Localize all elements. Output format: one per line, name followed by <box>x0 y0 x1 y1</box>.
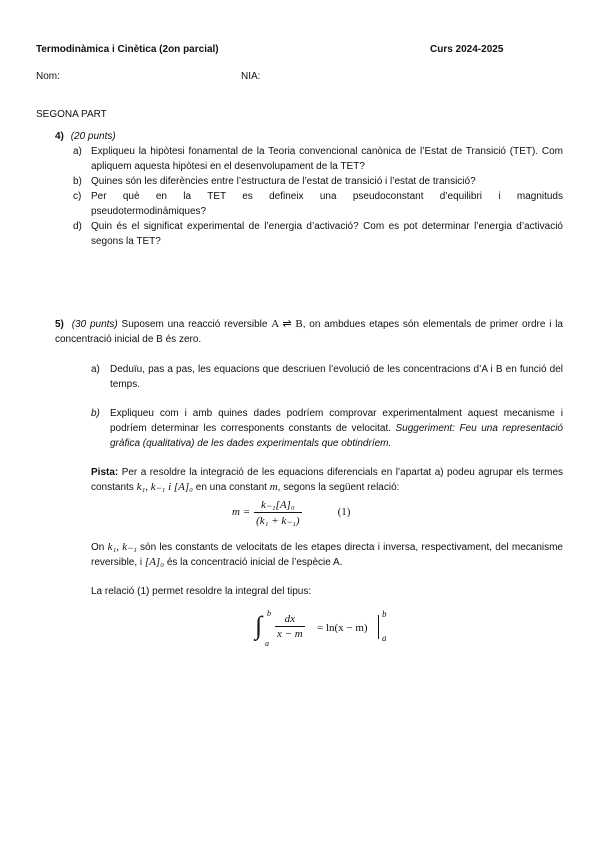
item-text <box>110 406 563 451</box>
item-text: Deduïu, pas a pas, les equacions que descriuen l’evolució de les concentracions d’A i B en funció del temps. <box>110 364 563 390</box>
question-number: 4) <box>55 131 64 142</box>
q5-item-b <box>91 406 563 454</box>
q4-item-c <box>73 189 563 221</box>
integral-fraction <box>275 613 305 640</box>
reaction-equation: A ⇌ B <box>271 318 303 330</box>
hint-text-b: en una constant <box>195 482 267 493</box>
q5-item-a <box>91 362 563 394</box>
question-points: (30 punts) <box>71 319 118 330</box>
equation-numerator: k₋₁[A]₀ <box>254 498 301 513</box>
item-label: d) <box>73 221 82 232</box>
evaluation-bar <box>378 615 379 639</box>
hint-text-c: , segons la següent relació: <box>277 482 400 493</box>
equation-fraction <box>254 498 301 527</box>
q4-item-d <box>73 219 563 251</box>
integral-lower: a <box>265 639 269 648</box>
definitions-text-b: és la concentració inicial de l’espècie A. <box>166 557 343 568</box>
hint-symbols: k₁, k₋₁ i [A]₀ <box>136 481 193 493</box>
relation-text: La relació (1) permet resoldre la integral del tipus: <box>91 586 312 597</box>
integral-sign-icon: ∫ <box>255 611 263 640</box>
hint-paragraph <box>91 465 563 495</box>
definitions-text: són les constants de velocitats de les etapes directa i inversa, respectivament, del mecanisme reversible, i <box>91 542 563 568</box>
initial-concentration: [A]₀ <box>144 556 165 568</box>
item-label: a) <box>73 146 82 157</box>
integral-result: = ln(x − m) <box>317 622 368 634</box>
question-4 <box>55 129 116 144</box>
hint-text: Per a resoldre la integració de les equacions diferencials en l’apartat a) podeu agrupar els termes constants <box>91 467 564 493</box>
item-body: Expliqueu com i amb quines dades podríem comprovar experimentalment aquest mecanisme i podríem determinar les corresponents constants de velocitat. <box>110 408 563 434</box>
name-label: Nom: <box>36 71 60 82</box>
item-label: b) <box>91 408 100 419</box>
equation-lhs: m = <box>232 506 251 518</box>
item-label: c) <box>73 191 82 202</box>
item-label: a) <box>91 364 100 375</box>
section-title: SEGONA PART <box>36 109 107 120</box>
item-text: Quin és el significat experimental de l’energia d’activació? Com es pot determinar l’energia d’activació segons la TET? <box>91 221 563 247</box>
equation-denominator: (k₁ + k₋₁) <box>256 514 300 527</box>
eval-upper: b <box>382 609 387 619</box>
question-points: (20 punts) <box>70 131 116 142</box>
course-year: Curs 2024-2025 <box>430 44 504 55</box>
integral-denominator: x − m <box>277 628 303 640</box>
question-5 <box>55 317 563 347</box>
item-text: Expliqueu la hipòtesi fonamental de la Teoria convencional canònica de l’Estat de Transició (TET). Com apliquem aquesta hipòtesi en el desenvolupament de la TET? <box>91 146 563 172</box>
hint-label: Pista: <box>91 467 119 478</box>
equation-m <box>232 495 350 529</box>
hint-m: m <box>269 481 278 493</box>
document-title: Termodinàmica i Cinètica (2on parcial) <box>36 44 219 55</box>
rate-constants: k₁, k₋₁ <box>107 541 137 553</box>
nia-label: NIA: <box>241 71 261 82</box>
question-intro: Suposem una reacció reversible <box>121 319 268 330</box>
item-text: Per què en la TET es defineix una pseudoconstant d’equilibri i magnituds pseudotermodinàmiques? <box>91 191 563 217</box>
item-label: b) <box>73 176 82 187</box>
question-intro-cont: , on ambdues etapes són elementals de primer ordre i la concentració inicial de B és zero. <box>55 319 563 345</box>
integral-numerator: dx <box>275 613 305 627</box>
on-word: On <box>91 542 105 553</box>
eval-lower: a <box>382 633 387 643</box>
question-number: 5) <box>55 319 64 330</box>
integral-expression <box>255 609 395 651</box>
item-text: Quines són les diferències entre l’estructura de l’estat de transició i l’estat de transició? <box>91 176 476 187</box>
suggestion-text: Suggeriment: Feu una representació gràfica (qualitativa) de les dades experimentals que obtindríem. <box>110 423 563 449</box>
q4-item-a <box>73 144 563 176</box>
q4-item-b <box>73 174 563 190</box>
integral-upper: b <box>267 609 271 618</box>
equation-tag: (1) <box>337 506 351 518</box>
definitions-paragraph <box>91 540 563 570</box>
